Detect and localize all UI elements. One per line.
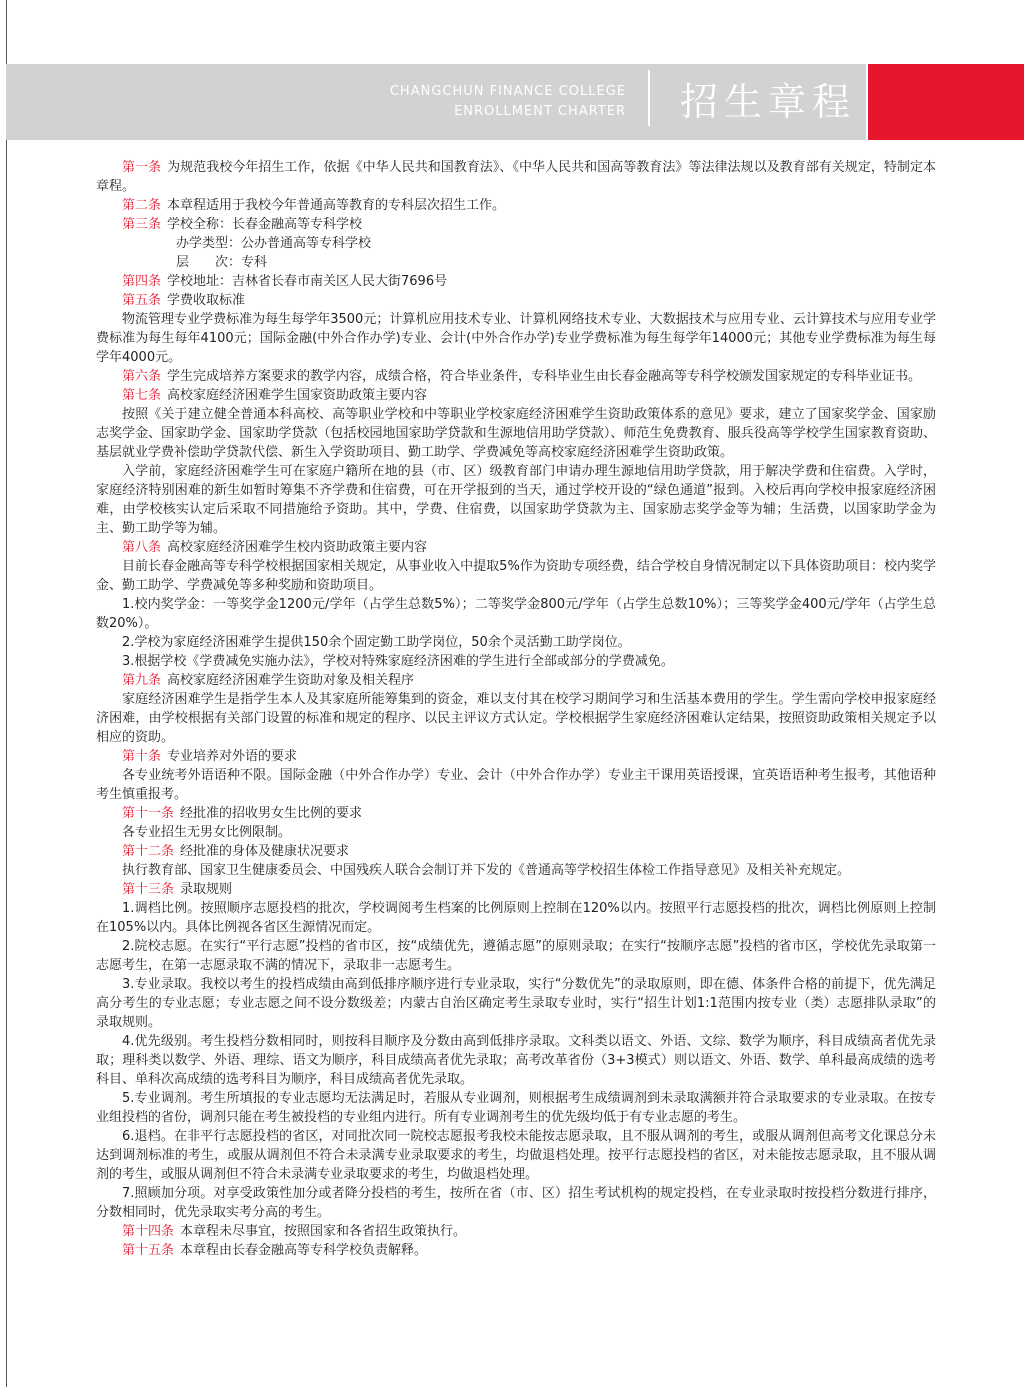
- article-text: 学校全称：长春金融高等专科学校: [167, 217, 363, 232]
- article-label: 第一条: [122, 160, 162, 175]
- paragraph: 执行教育部、国家卫生健康委员会、中国残疾人联合会制订并下发的《普通高等学校招生体检工作指导意见》及相关补充规定。: [122, 863, 851, 878]
- article-10: [96, 747, 936, 766]
- article-label: 第三条: [122, 217, 162, 232]
- article-label: 第二条: [122, 198, 162, 213]
- paragraph: 按照《关于建立健全普通本科高校、高等职业学校和中等职业学校家庭经济困难学生资助政策体系的意见》要求，建立了国家奖学金、国家励志奖学金、国家助学金、国家助学贷款（包括校园地国家助学贷款和生源地信用助学贷款）、师范生免费教育、服兵役高等学校学生国家教育资助、基层就业学费补偿助学贷款代偿、新生入学资助项目、勤工助学、学费减免等高校家庭经济困难学生资助政策。: [96, 407, 936, 460]
- article-text: 经批准的招收男女生比例的要求: [180, 806, 363, 821]
- paragraph: 物流管理专业学费标准为每生每学年3500元；计算机应用技术专业、计算机网络技术专业、大数据技术与应用专业、云计算技术与应用专业学费标准为每生每年4100元；国际金融(中外合作办学)专业、会计(中外合作办学)专业学费标准为每生每学年14000元；其他专业学费标准为每生每学年4000元。: [96, 312, 936, 365]
- article-label: 第九条: [122, 673, 162, 688]
- article-label: 第十五条: [122, 1243, 175, 1258]
- article-9: [96, 671, 936, 690]
- paragraph: 5.专业调剂。考生所填报的专业志愿均无法满足时，若服从专业调剂，则根据考生成绩调剂到未录取满额并符合录取要求的专业录取。在按专业组投档的省份，调剂只能在考生被投档的专业组内进行。所有专业调剂考生的优先级均低于有专业志愿的考生。: [96, 1091, 936, 1125]
- article-1: [96, 158, 936, 196]
- paragraph: 6.退档。在非平行志愿投档的省区，对同批次同一院校志愿报考我校未能按志愿录取，且不服从调剂的考生，或服从调剂但高考文化课总分未达到调剂标准的考生，或服从调剂但不符合未录满专业录取要求的考生，均做退档处理。按平行志愿投档的省区，对未能按志愿录取，且不服从调剂的考生，或服从调剂但不符合未录满专业录取要求的考生，均做退档处理。: [96, 1129, 936, 1182]
- paragraph: 家庭经济困难学生是指学生本人及其家庭所能筹集到的资金，难以支付其在校学习期间学习和生活基本费用的学生。学生需向学校申报家庭经济困难，由学校根据有关部门设置的标准和规定的程序、以民主评议方式认定。学校根据学生家庭经济困难认定结果，按照资助政策相关规定予以相应的资助。: [96, 692, 936, 745]
- article-label: 第六条: [122, 369, 162, 384]
- article-text: 专业培养对外语的要求: [167, 749, 298, 764]
- article-text: 本章程未尽事宜，按照国家和各省招生政策执行。: [180, 1224, 467, 1239]
- article-3: [96, 215, 936, 234]
- header-english-line-1: CHANGCHUN FINANCE COLLEGE: [389, 84, 626, 99]
- article-label: 第十二条: [122, 844, 175, 859]
- article-8: [96, 538, 936, 557]
- article-5: [96, 291, 936, 310]
- paragraph: 入学前，家庭经济困难学生可在家庭户籍所在地的县（市、区）级教育部门申请办理生源地信用助学贷款，用于解决学费和住宿费。入学时，家庭经济特别困难的新生如暂时筹集不齐学费和住宿费，可在开学报到的当天，通过学校开设的“绿色通道”报到。入校后再向学校申报家庭经济困难，由学校核实认定后采取不同措施给予资助。其中，学费、住宿费，以国家助学贷款为主、国家励志奖学金等为辅；生活费，以国家助学金为主、勤工助学等为辅。: [96, 464, 936, 536]
- article-label: 第五条: [122, 293, 162, 308]
- article-label: 第十四条: [122, 1224, 175, 1239]
- article-label: 第四条: [122, 274, 162, 289]
- article-text: 录取规则: [180, 882, 233, 897]
- header-english-line-2: ENROLLMENT CHARTER: [454, 104, 626, 119]
- article-text: 本章程由长春金融高等专科学校负责解释。: [180, 1243, 428, 1258]
- paragraph: 3.专业录取。我校以考生的投档成绩由高到低排序顺序进行专业录取，实行“分数优先”的录取原则，即在德、体条件合格的前提下，优先满足高分考生的专业志愿；专业志愿之间不设分数级差；内蒙古自治区确定考生录取专业时，实行“招生计划1:1范围内按专业（类）志愿排队录取”的录取规则。: [96, 977, 936, 1030]
- article-label: 第十条: [122, 749, 162, 764]
- article-text: 高校家庭经济困难学生校内资助政策主要内容: [167, 540, 428, 555]
- article-12: [96, 842, 936, 861]
- paragraph: 3.根据学校《学费减免实施办法》，学校对特殊家庭经济困难的学生进行全部或部分的学费减免。: [122, 654, 674, 669]
- article-label: 第十一条: [122, 806, 175, 821]
- header-english-title: [326, 82, 626, 122]
- article-label: 第十三条: [122, 882, 175, 897]
- paragraph: 2.院校志愿。在实行“平行志愿”投档的省市区，按“成绩优先，遵循志愿”的原则录取；在实行“按顺序志愿”投档的省市区，学校优先录取第一志愿考生，在第一志愿录取不满的情况下，录取非一志愿考生。: [96, 939, 936, 973]
- article-15: [96, 1241, 936, 1260]
- article-text: 学生完成培养方案要求的教学内容，成绩合格，符合毕业条件，专科毕业生由长春金融高等专科学校颁发国家规定的专科毕业证书。: [167, 369, 922, 384]
- paragraph: 4.优先级别。考生投档分数相同时，则按科目顺序及分数由高到低排序录取。文科类以语文、外语、文综、数学为顺序，科目成绩高者优先录取；理科类以数学、外语、理综、语文为顺序，科目成绩高者优先录取；高考改革省份（3+3模式）则以语文、外语、数学、单科最高成绩的选考科目、单科次高成绩的选考科目为顺序，科目成绩高者优先录取。: [96, 1034, 936, 1087]
- paragraph: 2.学校为家庭经济困难学生提供150余个固定勤工助学岗位，50余个灵活勤工助学岗位。: [122, 635, 631, 650]
- paragraph: 目前长春金融高等专科学校根据国家相关规定，从事业收入中提取5%作为资助专项经费，结合学校自身情况制定以下具体资助项目：校内奖学金、勤工助学、学费减免等多种奖励和资助项目。: [96, 559, 936, 593]
- paragraph: 各专业统考外语语种不限。国际金融（中外合作办学）专业、会计（中外合作办学）专业主干课用英语授课，宜英语语种考生报考，其他语种考生慎重报考。: [96, 768, 936, 802]
- header-divider: [648, 70, 650, 126]
- article-label: 第七条: [122, 388, 162, 403]
- paragraph: 1.校内奖学金：一等奖学金1200元/学年（占学生总数5%）；二等奖学金800元/学年（占学生总数10%）；三等奖学金400元/学年（占学生总数20%）。: [96, 597, 936, 631]
- article-text: 学校地址：吉林省长春市南关区人民大街7696号: [167, 274, 448, 289]
- article-text: 高校家庭经济困难学生国家资助政策主要内容: [167, 388, 428, 403]
- article-7: [96, 386, 936, 405]
- header-red-block: [868, 64, 1024, 140]
- paragraph: 各专业招生无男女比例限制。: [122, 825, 292, 840]
- article-text: 本章程适用于我校今年普通高等教育的专科层次招生工作。: [167, 198, 506, 213]
- header-chinese-title: 招生章程: [680, 80, 857, 124]
- article-13: [96, 880, 936, 899]
- article-6: [96, 367, 936, 386]
- school-level-line: 层 次：专科: [176, 255, 268, 270]
- article-2: [96, 196, 936, 215]
- paragraph: 1.调档比例。按照顺序志愿投档的批次，学校调阅考生档案的比例原则上控制在120%以内。按照平行志愿投档的批次，调档比例原则上控制在105%以内。具体比例视各省区生源情况而定。: [96, 901, 936, 935]
- article-14: [96, 1222, 936, 1241]
- paragraph: 7.照顾加分项。对享受政策性加分或者降分投档的考生，按所在省（市、区）招生考试机构的规定投档，在专业录取时按投档分数进行排序，分数相同时，优先录取实考分高的考生。: [96, 1186, 936, 1220]
- article-text: 经批准的身体及健康状况要求: [180, 844, 350, 859]
- school-type-line: 办学类型：公办普通高等专科学校: [176, 236, 372, 251]
- charter-body: [96, 158, 936, 1260]
- article-text: 高校家庭经济困难学生资助对象及相关程序: [167, 673, 415, 688]
- article-11: [96, 804, 936, 823]
- article-text: 学费收取标准: [167, 293, 246, 308]
- page-margin-line: [6, 0, 7, 1387]
- article-text: 为规范我校今年招生工作，依据《中华人民共和国教育法》、《中华人民共和国高等教育法》等法律法规以及教育部有关规定，特制定本章程。: [96, 160, 936, 194]
- article-4: [96, 272, 936, 291]
- article-label: 第八条: [122, 540, 162, 555]
